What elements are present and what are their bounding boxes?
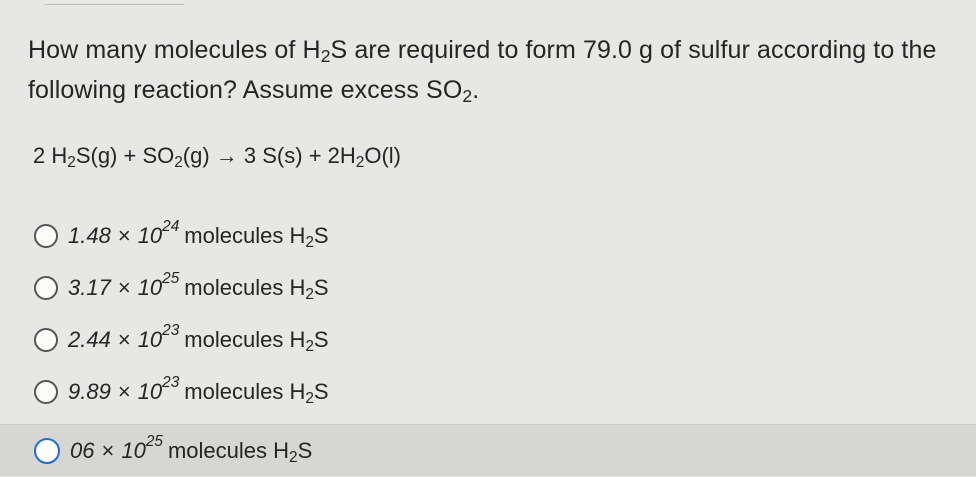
option-mantissa: 2.44 — [68, 327, 111, 352]
option-mantissa: 3.17 — [68, 275, 111, 300]
reaction-equation — [33, 141, 401, 171]
option-unit-end: S — [313, 275, 329, 300]
subscript: 2 — [305, 234, 314, 251]
question-text — [28, 30, 958, 110]
subscript: 2 — [67, 154, 76, 171]
times-sign: × — [117, 275, 131, 300]
subscript: 2 — [320, 46, 331, 66]
equation-part: O(l) — [364, 143, 401, 168]
answer-option-1[interactable]: 1.48 × 10 $^{24}$ molecules $H_2S$ — [0, 210, 976, 262]
option-mantissa: 1.48 — [68, 223, 111, 248]
times-sign: × — [117, 379, 131, 404]
equation-part: S(g) + SO — [75, 143, 175, 168]
option-mantissa: 06 — [70, 437, 95, 463]
equation-part: 2 H — [33, 143, 68, 168]
times-sign: × — [101, 437, 115, 463]
option-mantissa: 9.89 — [68, 379, 111, 404]
top-divider — [44, 0, 184, 5]
radio-button[interactable] — [34, 438, 60, 464]
subscript: 2 — [355, 154, 365, 171]
radio-button[interactable] — [34, 276, 58, 300]
subscript: 2 — [305, 390, 314, 407]
question-line1-end: S are required to form 79.0 g of sulfur according to the — [330, 36, 937, 64]
subscript: 2 — [174, 154, 183, 171]
times-sign: × — [117, 327, 131, 352]
equation-part: (g) → 3 S(s) + 2H — [182, 143, 356, 168]
subscript: 2 — [462, 86, 473, 106]
option-base: 10 — [121, 437, 146, 463]
option-base: 10 — [137, 223, 163, 248]
option-unit-end: S — [297, 437, 313, 463]
answer-option-3[interactable]: 2.44 × 10 $^{23}$ molecules $H_2S$ — [0, 314, 976, 366]
subscript: 2 — [289, 448, 298, 466]
option-unit: molecules H — [184, 327, 306, 352]
subscript: 2 — [305, 286, 314, 303]
option-unit-end: S — [313, 327, 329, 352]
radio-button[interactable] — [34, 380, 58, 404]
radio-button[interactable] — [34, 224, 58, 248]
question-line2-end: . — [472, 76, 480, 104]
radio-button[interactable] — [34, 328, 58, 352]
answer-options — [0, 210, 976, 476]
option-unit-end: S — [313, 379, 329, 404]
answer-option-2[interactable]: 3.17 × 10 $^{25}$ molecules $H_2S$ — [0, 262, 976, 314]
subscript: 2 — [305, 338, 314, 355]
option-base: 10 — [137, 275, 163, 300]
option-unit: molecules H — [184, 379, 306, 404]
question-line2-start: following reaction? Assume excess SO — [28, 76, 463, 104]
option-base: 10 — [137, 327, 163, 352]
option-unit: molecules H — [167, 437, 289, 463]
option-unit-end: S — [313, 223, 329, 248]
times-sign: × — [117, 223, 131, 248]
option-unit: molecules H — [184, 223, 306, 248]
option-base: 10 — [137, 379, 163, 404]
answer-option-5[interactable]: 06 × 10 $^{25}$ molecules $H_2S$ — [0, 424, 976, 476]
option-unit: molecules H — [184, 275, 306, 300]
question-line1-start: How many molecules of H — [28, 36, 321, 64]
answer-option-4[interactable]: 9.89 × 10 $^{23}$ molecules $H_2S$ — [0, 366, 976, 418]
